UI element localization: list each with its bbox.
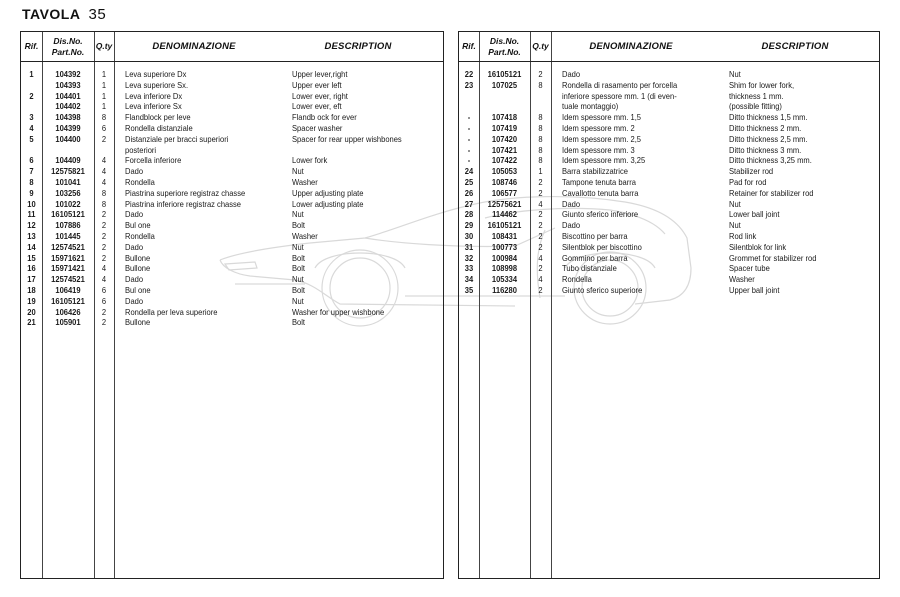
rif-cell: 4 bbox=[29, 122, 34, 133]
table-row bbox=[21, 296, 443, 307]
quantity-cell: 2 bbox=[101, 209, 107, 220]
header-part-no-label: Part.No. bbox=[488, 46, 521, 57]
page-title-word: TAVOLA bbox=[22, 6, 81, 22]
table-row bbox=[21, 177, 443, 188]
rif-cell: 24 bbox=[464, 166, 474, 177]
description-cell: Pad for rod bbox=[728, 176, 767, 187]
denominazione-cell: Leva inferiore Sx bbox=[124, 101, 182, 112]
table-row bbox=[21, 123, 443, 134]
table-row bbox=[21, 155, 443, 166]
denominazione-cell: Rondella di rasamento per forcella bbox=[561, 79, 678, 90]
header-part-no bbox=[42, 32, 94, 61]
table-row bbox=[459, 209, 879, 220]
part-number-cell: 105901 bbox=[55, 317, 81, 328]
rif-cell: 22 bbox=[464, 69, 474, 79]
header-dis-no-label: Dis.No. bbox=[53, 35, 83, 46]
part-number-cell: 106419 bbox=[55, 284, 81, 295]
denominazione-cell: Bullone bbox=[124, 252, 151, 263]
quantity-cell: 2 bbox=[538, 230, 543, 241]
description-cell: Ditto thickness 3,25 mm. bbox=[728, 155, 812, 166]
part-number-cell: 104392 bbox=[55, 69, 81, 79]
rif-cell: 2 bbox=[29, 90, 34, 101]
table-row bbox=[459, 263, 879, 274]
table-row bbox=[459, 220, 879, 231]
denominazione-cell: Dado bbox=[124, 209, 144, 220]
table-row bbox=[21, 199, 443, 210]
rif-cell: - bbox=[467, 144, 471, 155]
quantity-cell: 2 bbox=[538, 241, 543, 252]
rif-cell: 33 bbox=[464, 263, 474, 274]
quantity-cell: 2 bbox=[101, 230, 107, 241]
quantity-cell: 8 bbox=[538, 79, 543, 90]
denominazione-cell: Leva superiore Sx. bbox=[124, 79, 189, 90]
description-cell: Washer bbox=[291, 230, 318, 241]
denominazione-cell: Tubo distanziale bbox=[561, 263, 617, 274]
denominazione-cell: inferiore spessore mm. 1 (di even- bbox=[561, 90, 677, 101]
table-body bbox=[21, 69, 443, 328]
table-row bbox=[459, 177, 879, 188]
description-cell: Lower ball joint bbox=[728, 209, 780, 220]
part-number-cell: 16105121 bbox=[51, 209, 85, 220]
rif-cell: 13 bbox=[27, 230, 36, 241]
quantity-cell: 8 bbox=[538, 122, 543, 133]
quantity-cell: 2 bbox=[538, 176, 543, 187]
rif-cell: 5 bbox=[29, 133, 34, 144]
description-cell: Bolt bbox=[291, 252, 306, 263]
parts-table-right bbox=[458, 31, 880, 579]
denominazione-cell: Distanziale per bracci superiori bbox=[124, 133, 229, 144]
header-part-no bbox=[479, 32, 530, 61]
denominazione-cell: Piastrina superiore registraz chasse bbox=[124, 187, 246, 198]
table-row bbox=[21, 253, 443, 264]
description-cell: Nut bbox=[291, 295, 304, 306]
quantity-cell: 2 bbox=[538, 263, 543, 274]
table-row bbox=[21, 307, 443, 318]
quantity-cell: 4 bbox=[538, 198, 543, 209]
denominazione-cell: Dado bbox=[124, 166, 144, 177]
quantity-cell: 8 bbox=[101, 112, 107, 123]
quantity-cell: 2 bbox=[538, 220, 543, 231]
table-body bbox=[459, 69, 879, 296]
description-cell: Bolt bbox=[291, 317, 306, 328]
denominazione-cell: Bullone bbox=[124, 263, 151, 274]
description-cell: Nut bbox=[291, 274, 304, 285]
part-number-cell: 101022 bbox=[55, 198, 81, 209]
rif-cell: 19 bbox=[27, 295, 36, 306]
denominazione-cell: Forcella inferiore bbox=[124, 155, 182, 166]
table-row bbox=[21, 145, 443, 156]
table-row bbox=[21, 274, 443, 285]
part-number-cell: 104402 bbox=[55, 101, 81, 112]
quantity-cell: 1 bbox=[538, 166, 543, 177]
rif-cell: 15 bbox=[27, 252, 36, 263]
header-divider bbox=[459, 61, 879, 62]
rif-cell: - bbox=[467, 112, 471, 123]
quantity-cell: 2 bbox=[538, 209, 543, 220]
description-cell: Nut bbox=[728, 69, 741, 79]
part-number-cell: 108746 bbox=[491, 176, 518, 187]
rif-cell: 21 bbox=[27, 317, 36, 328]
header-denominazione: DENOMINAZIONE bbox=[152, 41, 236, 52]
description-cell: Lower ever, right bbox=[291, 90, 348, 101]
part-number-cell: 114462 bbox=[492, 209, 517, 220]
description-cell: Spacer for rear upper wishbones bbox=[291, 133, 402, 144]
denominazione-cell: Leva inferiore Dx bbox=[124, 90, 183, 101]
part-number-cell: 16105121 bbox=[487, 69, 522, 79]
denominazione-cell: Giunto sferico inferiore bbox=[561, 209, 639, 220]
table-row bbox=[21, 80, 443, 91]
header-dis-no-label: Dis.No. bbox=[489, 35, 520, 46]
table-row bbox=[459, 166, 879, 177]
description-cell: Nut bbox=[728, 220, 741, 231]
rif-cell: 6 bbox=[29, 155, 34, 166]
rif-cell: 35 bbox=[464, 284, 474, 295]
table-row bbox=[459, 112, 879, 123]
description-cell: Grommet for stabilizer rod bbox=[728, 252, 817, 263]
header-qty: Q.ty bbox=[532, 41, 549, 51]
part-number-cell: 15971421 bbox=[51, 263, 85, 274]
denominazione-cell: Leva superiore Dx bbox=[124, 69, 187, 79]
page-title bbox=[22, 6, 106, 23]
description-cell: Bolt bbox=[291, 263, 306, 274]
rif-cell: 20 bbox=[27, 306, 36, 317]
table-row bbox=[459, 69, 879, 80]
part-number-cell: 107418 bbox=[491, 112, 518, 123]
quantity-cell: 2 bbox=[101, 241, 107, 252]
description-cell: Ditto thickness 3 mm. bbox=[728, 144, 802, 155]
part-number-cell: 16105121 bbox=[51, 295, 85, 306]
part-number-cell: 12574521 bbox=[51, 274, 85, 285]
header-rif: Rif. bbox=[24, 41, 39, 51]
part-number-cell: 104398 bbox=[55, 112, 81, 123]
part-number-cell: 107886 bbox=[55, 220, 81, 231]
description-cell: Nut bbox=[728, 198, 741, 209]
description-cell: Upper adjusting plate bbox=[291, 187, 364, 198]
rif-cell: - bbox=[467, 122, 471, 133]
description-cell: Washer bbox=[291, 176, 318, 187]
table-row bbox=[459, 253, 879, 264]
part-number-cell: 107419 bbox=[491, 122, 518, 133]
header-qty: Q.ty bbox=[95, 41, 113, 51]
table-row bbox=[21, 166, 443, 177]
quantity-cell: 1 bbox=[101, 79, 107, 90]
quantity-cell: 2 bbox=[538, 187, 543, 198]
description-cell: Flandb ock for ever bbox=[291, 112, 357, 123]
part-number-cell: 100773 bbox=[491, 241, 518, 252]
quantity-cell: 4 bbox=[101, 176, 107, 187]
description-cell: Spacer tube bbox=[728, 263, 770, 274]
part-number-cell: 104401 bbox=[55, 90, 81, 101]
quantity-cell: 8 bbox=[101, 187, 107, 198]
rif-cell: 25 bbox=[464, 176, 474, 187]
quantity-cell: 4 bbox=[101, 166, 107, 177]
part-number-cell: 116280 bbox=[492, 284, 517, 295]
denominazione-cell: Rondella per leva superiore bbox=[124, 306, 218, 317]
denominazione-cell: Dado bbox=[561, 220, 581, 231]
denominazione-cell: Gommino per barra bbox=[561, 252, 628, 263]
rif-cell: 27 bbox=[464, 198, 474, 209]
table-row bbox=[459, 134, 879, 145]
denominazione-cell: Bul one bbox=[124, 220, 151, 231]
part-number-cell: 108431 bbox=[491, 230, 518, 241]
denominazione-cell: Bullone bbox=[124, 317, 151, 328]
description-cell: Ditto thickness 2,5 mm. bbox=[728, 133, 808, 144]
description-cell: Spacer washer bbox=[291, 122, 343, 133]
denominazione-cell: Piastrina inferiore registraz chasse bbox=[124, 198, 241, 209]
description-cell: Upper ball joint bbox=[728, 284, 780, 295]
part-number-cell: 12575621 bbox=[487, 198, 522, 209]
rif-cell: 11 bbox=[27, 209, 36, 220]
table-row bbox=[459, 123, 879, 134]
description-cell: Rod link bbox=[728, 230, 757, 241]
description-cell: thickness 1 mm. bbox=[728, 90, 784, 101]
table-row bbox=[459, 231, 879, 242]
part-number-cell: 105334 bbox=[491, 274, 518, 285]
rif-cell: 17 bbox=[27, 274, 36, 285]
denominazione-cell: Rondella bbox=[124, 230, 155, 241]
quantity-cell: 6 bbox=[101, 295, 107, 306]
part-number-cell: 104409 bbox=[55, 155, 81, 166]
description-cell: Stabilizer rod bbox=[728, 166, 774, 177]
rif-cell: 1 bbox=[29, 69, 34, 79]
quantity-cell: 1 bbox=[101, 101, 107, 112]
part-number-cell: 12575821 bbox=[51, 166, 85, 177]
header-divider bbox=[21, 61, 443, 62]
quantity-cell: 6 bbox=[101, 284, 107, 295]
table-row bbox=[21, 263, 443, 274]
rif-cell: - bbox=[467, 133, 471, 144]
denominazione-cell: Idem spessore mm. 1,5 bbox=[561, 112, 642, 123]
description-cell: Ditto thickness 2 mm. bbox=[728, 122, 802, 133]
denominazione-cell: Barra stabilizzatrice bbox=[561, 166, 628, 177]
table-row bbox=[459, 285, 879, 296]
part-number-cell: 105053 bbox=[491, 166, 518, 177]
quantity-cell: 2 bbox=[101, 306, 107, 317]
quantity-cell: 2 bbox=[101, 220, 107, 231]
denominazione-cell: Silentblok per biscottino bbox=[561, 241, 642, 252]
page-number: 35 bbox=[88, 6, 107, 23]
quantity-cell: 8 bbox=[538, 144, 543, 155]
rif-cell: 9 bbox=[29, 187, 34, 198]
quantity-cell: 2 bbox=[101, 317, 107, 328]
rif-cell: 23 bbox=[464, 79, 474, 90]
rif-cell: 14 bbox=[27, 241, 36, 252]
quantity-cell: 2 bbox=[538, 69, 543, 79]
denominazione-cell: Rondella distanziale bbox=[124, 122, 193, 133]
table-row bbox=[21, 112, 443, 123]
rif-cell: 3 bbox=[29, 112, 34, 123]
table-row bbox=[459, 274, 879, 285]
rif-cell: - bbox=[467, 155, 471, 166]
quantity-cell: 6 bbox=[101, 122, 107, 133]
quantity-cell: 8 bbox=[101, 198, 107, 209]
table-row bbox=[21, 188, 443, 199]
quantity-cell: 8 bbox=[538, 155, 543, 166]
table-row bbox=[21, 209, 443, 220]
table-row bbox=[21, 91, 443, 102]
description-cell: (possible fitting) bbox=[728, 101, 782, 112]
table-row bbox=[21, 285, 443, 296]
rif-cell: 26 bbox=[464, 187, 474, 198]
description-cell: Lower fork bbox=[291, 155, 328, 166]
description-cell: Silentblok for link bbox=[728, 241, 787, 252]
table-row bbox=[459, 199, 879, 210]
table-row bbox=[21, 101, 443, 112]
quantity-cell: 1 bbox=[101, 69, 107, 79]
denominazione-cell: Dado bbox=[124, 274, 144, 285]
part-number-cell: 104400 bbox=[55, 133, 81, 144]
parts-table-left bbox=[20, 31, 444, 579]
denominazione-cell: Cavallotto tenuta barra bbox=[561, 187, 639, 198]
quantity-cell: 1 bbox=[101, 90, 107, 101]
denominazione-cell: Idem spessore mm. 3,25 bbox=[561, 155, 646, 166]
rif-cell: 12 bbox=[27, 220, 36, 231]
rif-cell: 32 bbox=[464, 252, 474, 263]
rif-cell: 16 bbox=[27, 263, 36, 274]
table-row bbox=[21, 242, 443, 253]
denominazione-cell: Idem spessore mm. 2,5 bbox=[561, 133, 642, 144]
header-part-no-label: Part.No. bbox=[51, 46, 85, 57]
rif-cell: 8 bbox=[29, 176, 34, 187]
denominazione-cell: Dado bbox=[124, 295, 144, 306]
header-description: DESCRIPTION bbox=[761, 41, 829, 52]
table-row bbox=[21, 69, 443, 80]
part-number-cell: 106577 bbox=[491, 187, 518, 198]
rif-cell: 18 bbox=[27, 284, 36, 295]
part-number-cell: 106426 bbox=[55, 306, 81, 317]
part-number-cell: 107421 bbox=[491, 144, 518, 155]
part-number-cell: 107420 bbox=[491, 133, 518, 144]
quantity-cell: 2 bbox=[101, 133, 107, 144]
table-row bbox=[459, 242, 879, 253]
table-row bbox=[459, 188, 879, 199]
table-row bbox=[21, 317, 443, 328]
header-rif: Rif. bbox=[462, 41, 476, 51]
part-number-cell: 108998 bbox=[491, 263, 518, 274]
part-number-cell: 104393 bbox=[55, 79, 81, 90]
part-number-cell: 16105121 bbox=[487, 220, 522, 231]
quantity-cell: 8 bbox=[538, 112, 543, 123]
quantity-cell: 4 bbox=[101, 263, 107, 274]
denominazione-cell: Dado bbox=[561, 198, 581, 209]
denominazione-cell: Idem spessore mm. 2 bbox=[561, 122, 635, 133]
table-row bbox=[459, 155, 879, 166]
description-cell: Retainer for stabilizer rod bbox=[728, 187, 814, 198]
rif-cell: 10 bbox=[27, 198, 36, 209]
table-row bbox=[21, 220, 443, 231]
denominazione-cell: tuale montaggio) bbox=[561, 101, 619, 112]
rif-cell: 31 bbox=[464, 241, 474, 252]
rif-cell: 30 bbox=[464, 230, 474, 241]
description-cell: Nut bbox=[291, 209, 304, 220]
description-cell: Lower ever, eft bbox=[291, 101, 342, 112]
rif-cell: 29 bbox=[464, 220, 474, 231]
part-number-cell: 12574521 bbox=[51, 241, 85, 252]
quantity-cell: 4 bbox=[101, 274, 107, 285]
description-cell: Lower adjusting plate bbox=[291, 198, 364, 209]
table-row bbox=[459, 101, 879, 112]
quantity-cell: 4 bbox=[101, 155, 107, 166]
denominazione-cell: Rondella bbox=[124, 176, 155, 187]
table-row bbox=[459, 80, 879, 91]
rif-cell: 7 bbox=[29, 166, 34, 177]
header-denominazione: DENOMINAZIONE bbox=[589, 41, 673, 52]
quantity-cell: 4 bbox=[538, 252, 543, 263]
description-cell: Bolt bbox=[291, 220, 306, 231]
rif-cell: 28 bbox=[464, 209, 474, 220]
part-number-cell: 101445 bbox=[55, 230, 81, 241]
part-number-cell: 107025 bbox=[491, 79, 518, 90]
quantity-cell: 4 bbox=[538, 274, 543, 285]
description-cell: Nut bbox=[291, 166, 304, 177]
denominazione-cell: Biscottino per barra bbox=[561, 230, 628, 241]
part-number-cell: 103256 bbox=[55, 187, 81, 198]
description-cell: Upper ever left bbox=[291, 79, 342, 90]
denominazione-cell: Tampone tenuta barra bbox=[561, 176, 636, 187]
denominazione-cell: Flandblock per leve bbox=[124, 112, 191, 123]
denominazione-cell: Rondella bbox=[561, 274, 592, 285]
description-cell: Upper lever,right bbox=[291, 69, 348, 79]
denominazione-cell: Idem spessore mm. 3 bbox=[561, 144, 635, 155]
part-number-cell: 107422 bbox=[491, 155, 518, 166]
description-cell: Bolt bbox=[291, 284, 306, 295]
denominazione-cell: Giunto sferico superiore bbox=[561, 284, 643, 295]
description-cell: Nut bbox=[291, 241, 304, 252]
quantity-cell: 2 bbox=[538, 284, 543, 295]
part-number-cell: 101041 bbox=[55, 176, 81, 187]
denominazione-cell: Bul one bbox=[124, 284, 151, 295]
header-description: DESCRIPTION bbox=[324, 41, 392, 52]
description-cell: Shim for lower fork, bbox=[728, 79, 795, 90]
table-row bbox=[459, 145, 879, 156]
part-number-cell: 15971621 bbox=[51, 252, 85, 263]
description-cell: Ditto thickness 1,5 mm. bbox=[728, 112, 808, 123]
table-row bbox=[459, 91, 879, 102]
part-number-cell: 104399 bbox=[55, 122, 81, 133]
quantity-cell: 8 bbox=[538, 133, 543, 144]
description-cell: Washer for upper wishbone bbox=[291, 306, 385, 317]
table-row bbox=[21, 134, 443, 145]
denominazione-cell: Dado bbox=[561, 69, 581, 79]
rif-cell: 34 bbox=[464, 274, 474, 285]
part-number-cell: 100984 bbox=[491, 252, 518, 263]
denominazione-cell: posteriori bbox=[124, 144, 157, 155]
denominazione-cell: Dado bbox=[124, 241, 144, 252]
description-cell: Washer bbox=[728, 274, 755, 285]
quantity-cell: 2 bbox=[101, 252, 107, 263]
table-row bbox=[21, 231, 443, 242]
